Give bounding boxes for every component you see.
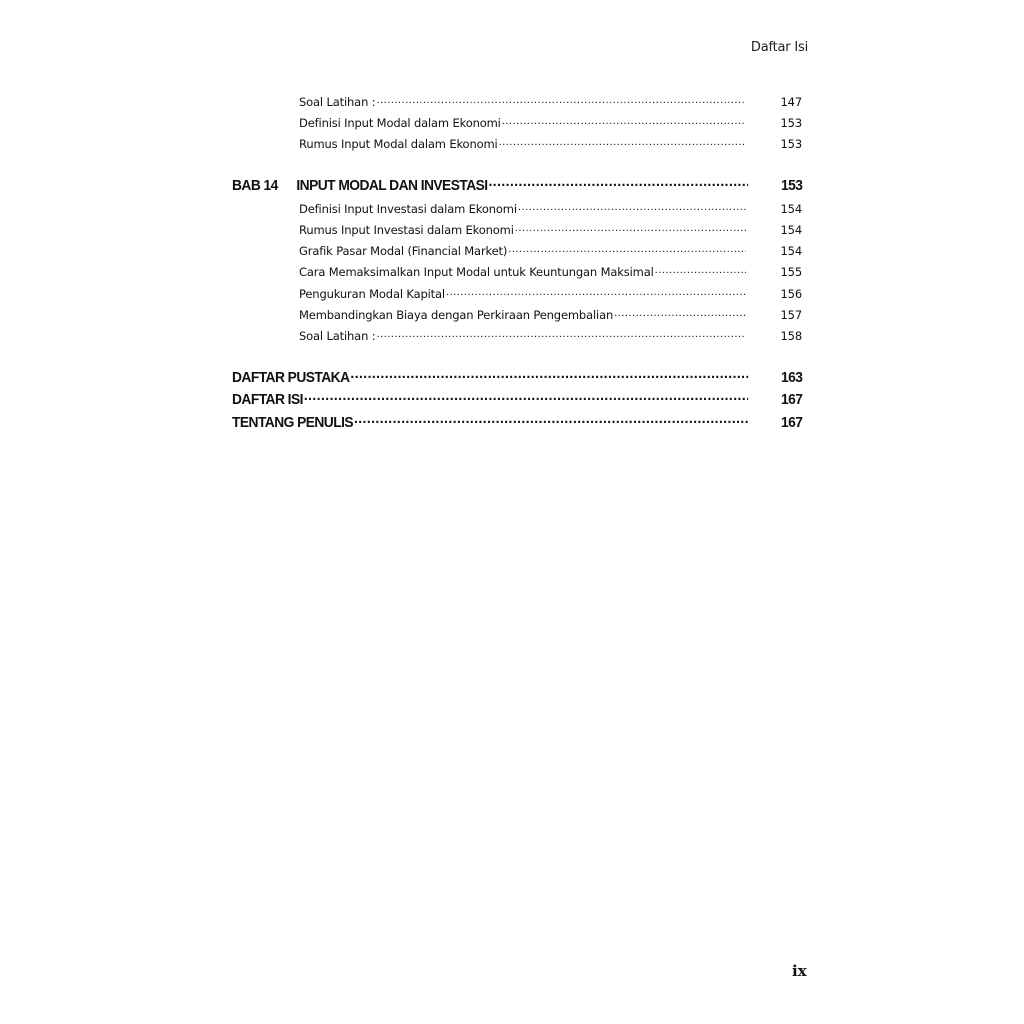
dot-leader xyxy=(518,201,746,213)
chapter-number: BAB 14 xyxy=(232,177,278,194)
toc-entry-page: 153 xyxy=(780,115,802,130)
dot-leader xyxy=(488,175,748,190)
back-matter-page: 167 xyxy=(781,391,803,408)
back-matter-title: DAFTAR ISI xyxy=(232,391,303,408)
toc-entry xyxy=(232,328,802,344)
toc-entry-title: Rumus Input Modal dalam Ekonomi xyxy=(299,136,498,151)
toc-entry xyxy=(232,201,802,217)
page-folio: ix xyxy=(792,962,807,980)
dot-leader xyxy=(376,328,746,340)
toc-chapter-heading xyxy=(232,175,802,195)
toc-entry xyxy=(232,243,802,259)
toc-entry-title: Cara Memaksimalkan Input Modal untuk Keuntungan Maksimal xyxy=(299,264,654,279)
dot-leader xyxy=(354,412,748,427)
chapter-page: 153 xyxy=(781,177,803,194)
dot-leader xyxy=(614,307,746,319)
running-header: Daftar Isi xyxy=(750,40,808,55)
toc-entry xyxy=(232,264,802,280)
toc-entry xyxy=(232,94,802,110)
toc-entry-page: 155 xyxy=(780,264,802,279)
dot-leader xyxy=(655,264,746,276)
dot-leader xyxy=(304,389,748,404)
back-matter-page: 167 xyxy=(781,414,803,431)
toc-entry xyxy=(232,115,802,131)
dot-leader xyxy=(508,243,746,255)
toc-entry-page: 154 xyxy=(780,201,802,216)
dot-leader xyxy=(515,222,746,234)
dot-leader xyxy=(446,286,746,298)
toc-entry-page: 158 xyxy=(780,328,802,343)
toc-back-matter-entry xyxy=(232,367,802,387)
dot-leader xyxy=(502,115,746,127)
toc-entry-page: 156 xyxy=(780,286,802,301)
chapter-title: INPUT MODAL DAN INVESTASI xyxy=(296,177,488,194)
back-matter-title: TENTANG PENULIS xyxy=(232,414,354,431)
dot-leader xyxy=(350,367,748,382)
back-matter-page: 163 xyxy=(781,369,803,386)
toc-entry-title: Membandingkan Biaya dengan Perkiraan Pengembalian xyxy=(299,307,614,322)
toc-entry-title: Rumus Input Investasi dalam Ekonomi xyxy=(299,222,514,237)
dot-leader xyxy=(376,94,746,106)
toc-entry xyxy=(232,136,802,152)
toc-entry-title: Grafik Pasar Modal (Financial Market) xyxy=(299,243,508,258)
toc-entry-title: Definisi Input Modal dalam Ekonomi xyxy=(299,115,501,130)
toc-entry-title: Soal Latihan : xyxy=(299,328,376,343)
toc-entry-title: Definisi Input Investasi dalam Ekonomi xyxy=(299,201,517,216)
toc-entry-page: 153 xyxy=(780,136,802,151)
toc-entry-page: 154 xyxy=(780,243,802,258)
toc-back-matter-entry xyxy=(232,412,802,432)
toc-entry xyxy=(232,307,802,323)
toc-entry xyxy=(232,286,802,302)
back-matter-title: DAFTAR PUSTAKA xyxy=(232,369,350,386)
toc-entry-title: Pengukuran Modal Kapital xyxy=(299,286,445,301)
toc-entry-page: 147 xyxy=(780,94,802,109)
toc-entry-page: 157 xyxy=(780,307,802,322)
toc-entry-page: 154 xyxy=(780,222,802,237)
toc-entry-title: Soal Latihan : xyxy=(299,94,376,109)
toc-entry xyxy=(232,222,802,238)
toc-back-matter-entry xyxy=(232,389,802,409)
dot-leader xyxy=(499,136,746,148)
